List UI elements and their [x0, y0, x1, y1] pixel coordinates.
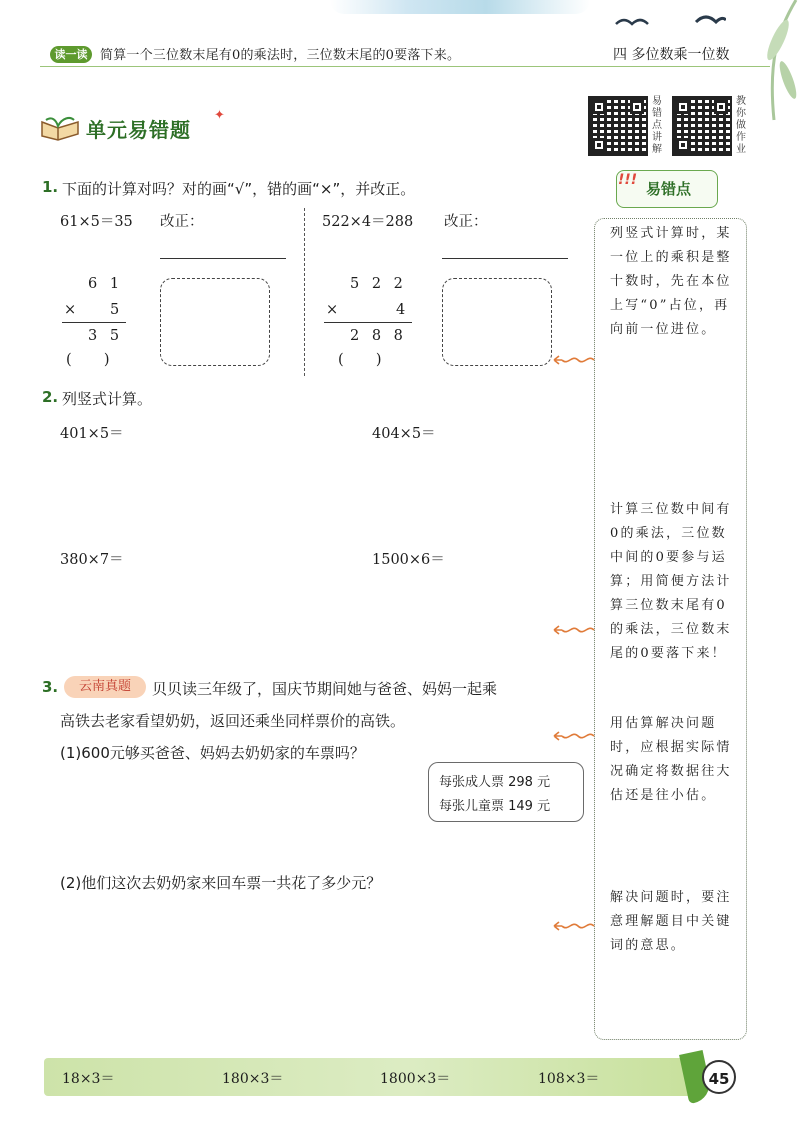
q1-number: 1.	[42, 178, 59, 196]
qr-code-right[interactable]	[672, 96, 732, 156]
footer-bar	[44, 1058, 704, 1096]
q1-right-op: ×	[326, 302, 339, 318]
q2-item[interactable]: 404×5＝	[372, 426, 436, 442]
footer-item[interactable]: 18×3＝	[62, 1071, 115, 1087]
q1-right-judgement[interactable]: ( )	[338, 352, 382, 368]
section-title: 单元易错题	[86, 118, 191, 142]
q1-right-equation: 522×4＝288	[322, 214, 414, 230]
pointer-arrow-icon	[548, 916, 598, 936]
q3-tag: 云南真题	[64, 676, 146, 698]
q2-text: 列竖式计算。	[62, 390, 153, 408]
q1-left-row3: 3 5	[88, 328, 124, 344]
read-tip-text: 简算一个三位数末尾有0的乘法时，三位数末尾的0要落下来。	[100, 48, 461, 63]
read-badge: 读一读	[50, 46, 92, 63]
price-box	[428, 762, 584, 822]
q1-left-correct-label: 改正：	[160, 214, 204, 230]
q2-item[interactable]: 401×5＝	[60, 426, 124, 442]
qr-left-label: 易错点讲解	[652, 96, 662, 155]
q3-text-line1: 贝贝读三年级了，国庆节期间她与爸爸、妈妈一起乘	[152, 680, 498, 698]
price-child: 每张儿童票 149 元	[439, 799, 551, 814]
birds-icon	[606, 6, 726, 36]
top-decoration	[330, 0, 590, 14]
bamboo-leaves-icon	[748, 0, 800, 130]
q1-text: 下面的计算对吗？对的画“√”，错的画“×”，并改正。	[62, 180, 416, 198]
pointer-arrow-icon	[548, 350, 598, 370]
q3-text-line2: 高铁去老家看望奶奶，返回还乘坐同样票价的高铁。	[60, 712, 406, 730]
header-divider	[40, 66, 770, 67]
pointer-arrow-icon	[548, 726, 598, 746]
q1-left-row2: 5	[110, 302, 120, 318]
q1-left-equation: 61×5＝35	[60, 214, 133, 230]
q2-number: 2.	[42, 388, 59, 406]
qr-right-label: 教你做作业	[736, 96, 746, 155]
footer-item[interactable]: 1800×3＝	[380, 1071, 451, 1087]
q1-right-answer-line[interactable]	[442, 258, 568, 259]
tip-1: 列竖式计算时，某一位上的乘积是整十数时，先在本位上写“0”占位，再向前一位进位。	[610, 226, 732, 337]
q1-left-answer-line[interactable]	[160, 258, 286, 259]
q1-right-correction-box[interactable]	[442, 278, 552, 366]
q1-left-rule	[62, 322, 126, 323]
price-adult: 每张成人票 298 元	[439, 775, 551, 790]
q3-sub1: (1)600元够买爸爸、妈妈去奶奶家的车票吗？	[60, 744, 365, 762]
q1-left-judgement[interactable]: ( )	[66, 352, 110, 368]
page-number: 45	[702, 1060, 736, 1094]
q1-right-rule	[324, 322, 412, 323]
q1-right-row2: 4	[396, 302, 406, 318]
tip-4: 解决问题时，要注意理解题目中关键词的意思。	[610, 890, 732, 953]
q1-left-op: ×	[64, 302, 77, 318]
qr-code-left[interactable]	[588, 96, 648, 156]
q3-sub2: (2)他们这次去奶奶家来回车票一共花了多少元？	[60, 874, 382, 892]
q3-number: 3.	[42, 678, 59, 696]
q1-right-correct-label: 改正：	[444, 214, 488, 230]
q1-right-row1: 5 2 2	[350, 276, 407, 292]
q1-right-row3: 2 8 8	[350, 328, 407, 344]
footer-item[interactable]: 108×3＝	[538, 1071, 600, 1087]
q1-left-correction-box[interactable]	[160, 278, 270, 366]
pointer-arrow-icon	[548, 620, 598, 640]
footer-item[interactable]: 180×3＝	[222, 1071, 284, 1087]
tip-badge-label: 易错点	[646, 180, 692, 198]
exclamation-icon: !!!	[618, 172, 638, 188]
tip-2: 计算三位数中间有0的乘法，三位数中间的0要参与运算；用简便方法计算三位数末尾有0的乘法，三位数末尾的0要落下来！	[610, 502, 732, 661]
q1-left-row1: 6 1	[88, 276, 124, 292]
q1-divider	[304, 208, 305, 376]
star-icon: ✦	[214, 108, 225, 123]
q2-item[interactable]: 1500×6＝	[372, 552, 445, 568]
tip-3: 用估算解决问题时，应根据实际情况确定将数据往大估还是往小估。	[610, 716, 732, 803]
chapter-title: 四 多位数乘一位数	[613, 47, 730, 63]
q2-item[interactable]: 380×7＝	[60, 552, 124, 568]
book-icon	[40, 116, 80, 142]
